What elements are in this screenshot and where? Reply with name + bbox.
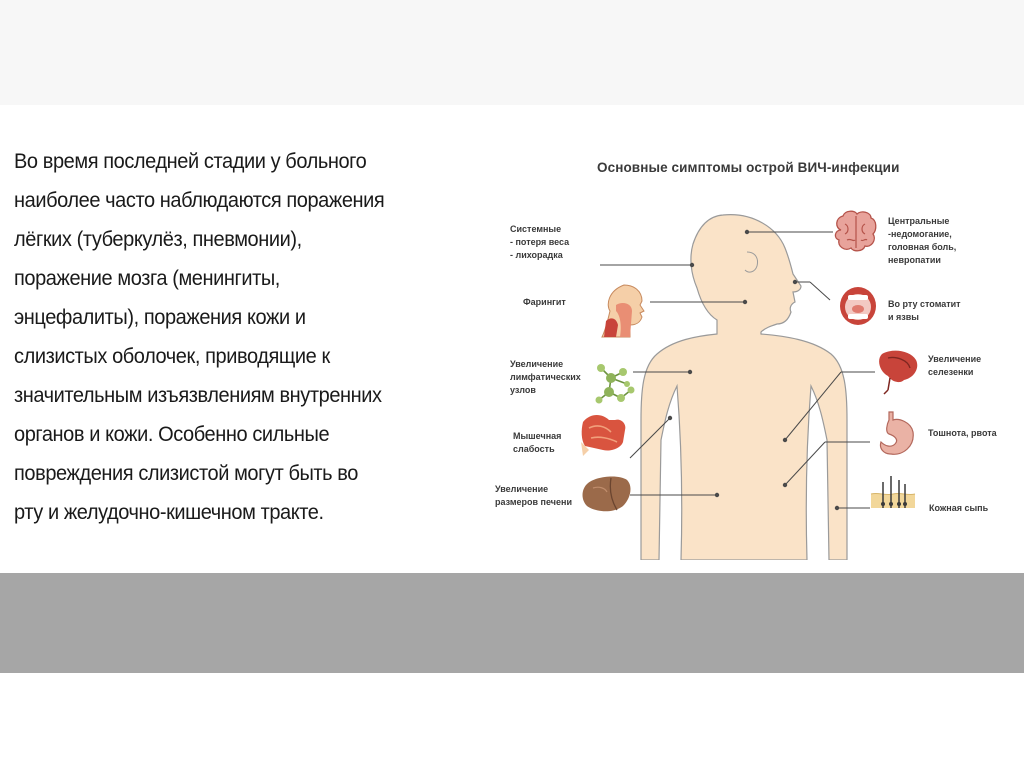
body-silhouette <box>641 215 847 560</box>
label-line: Тошнота, рвота <box>928 428 997 438</box>
label-central <box>888 215 956 267</box>
paragraph-line: рту и желудочно-кишечном тракте. <box>14 500 324 524</box>
label-line: слабость <box>513 444 555 454</box>
label-mouth <box>888 298 961 324</box>
paragraph-line: значительным изъязвлениям внутренних <box>14 383 382 407</box>
label-skin-rash <box>929 502 988 515</box>
label-line: - потеря веса <box>510 237 570 247</box>
skin-icon <box>871 476 915 508</box>
bottom-band <box>0 573 1024 673</box>
label-line: Фарингит <box>523 297 566 307</box>
label-line: селезенки <box>928 367 974 377</box>
stomach-icon <box>880 412 913 454</box>
label-line: Системные <box>510 224 562 234</box>
label-line: - лихорадка <box>510 250 563 260</box>
label-line: невропатии <box>888 255 941 265</box>
label-line: Увеличение <box>928 354 982 364</box>
liver-icon <box>583 477 631 512</box>
slide-paragraph <box>14 142 451 532</box>
label-nausea <box>928 427 997 440</box>
lymph-node-icon <box>596 364 635 404</box>
label-muscle-weakness <box>513 430 561 456</box>
paragraph-line: поражение мозга (менингиты, <box>14 266 280 290</box>
paragraph-line: лёгких (туберкулёз, пневмонии), <box>14 227 302 251</box>
label-lymph-nodes <box>510 358 581 397</box>
mouth-icon <box>840 287 876 325</box>
paragraph-line: слизистых оболочек, приводящие к <box>14 344 330 368</box>
label-line: Кожная сыпь <box>929 503 989 513</box>
paragraph-line: повреждения слизистой могут быть во <box>14 461 358 485</box>
label-line: Во рту стоматит <box>888 299 961 309</box>
label-line: -недомогание, <box>888 229 952 239</box>
label-systemic <box>510 223 569 262</box>
label-line: Увеличение <box>510 359 564 369</box>
hiv-symptoms-figure <box>485 140 1024 560</box>
label-line: узлов <box>510 385 536 395</box>
label-spleen <box>928 353 981 379</box>
paragraph-line: наиболее часто наблюдаются поражения <box>14 188 385 212</box>
throat-icon <box>602 285 644 337</box>
label-line: Увеличение <box>495 484 549 494</box>
label-pharyngitis <box>523 296 566 309</box>
label-line: Мышечная <box>513 431 562 441</box>
paragraph-line: Во время последней стадии у больного <box>14 149 367 173</box>
label-liver <box>495 483 572 509</box>
top-band <box>0 0 1024 105</box>
label-line: размеров печени <box>495 497 572 507</box>
label-line: головная боль, <box>888 242 957 252</box>
label-line: и язвы <box>888 312 919 322</box>
figure-title: Основные симптомы острой ВИЧ-инфекции <box>597 160 900 175</box>
label-line: лимфатических <box>510 372 581 382</box>
muscle-icon <box>581 415 625 456</box>
spleen-icon <box>879 351 917 394</box>
paragraph-line: энцефалиты), поражения кожи и <box>14 305 306 329</box>
paragraph-line: органов и кожи. Особенно сильные <box>14 422 330 446</box>
label-line: Центральные <box>888 216 950 226</box>
brain-icon <box>835 211 875 251</box>
